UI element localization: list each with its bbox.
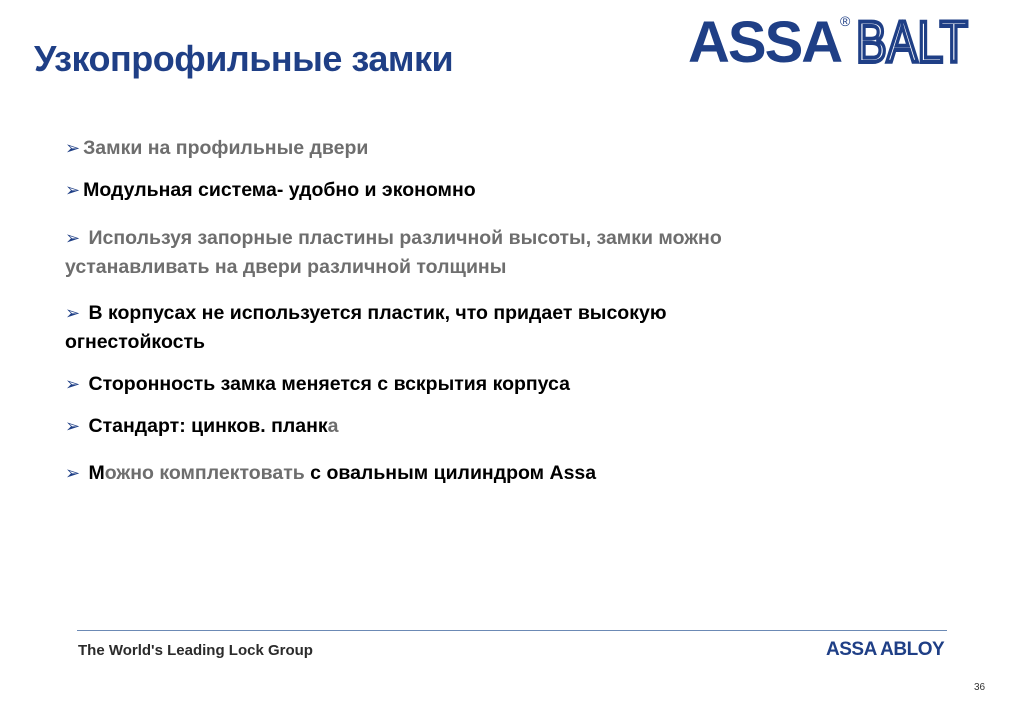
arrowhead-bullet-icon: ➢ (65, 180, 81, 200)
slide-title: Узкопрофильные замки (34, 38, 454, 79)
bullet-text: В корпусах не используется пластик, что придает высокую огнестойкость (65, 302, 667, 353)
page-number: 36 (974, 682, 986, 693)
arrowhead-bullet-icon: ➢ (65, 416, 81, 436)
bullet-item (65, 134, 945, 163)
logo-assa-text: ASSA (688, 10, 842, 75)
bullet-text: Стандарт: цинков. планк (83, 415, 328, 437)
assa-balt-logo (688, 10, 970, 75)
bullet-item (65, 370, 945, 399)
arrowhead-bullet-icon: ➢ (65, 303, 81, 323)
assa-abloy-logo: ASSA ABLOY (826, 639, 945, 660)
bullet-item (65, 224, 865, 282)
logo-balt-text: BALT (856, 10, 968, 75)
bullet-text-end: с овальным цилиндром Assa (304, 462, 597, 484)
logo-reg-mark: ® (840, 13, 851, 29)
bullet-item (65, 459, 945, 488)
arrowhead-bullet-icon: ➢ (65, 374, 81, 394)
bullet-text: Используя запорные пластины различной высоты, замки можно устанавливать на двери различной толщины (65, 227, 722, 278)
arrowhead-bullet-icon: ➢ (65, 228, 81, 248)
bullet-item (65, 412, 945, 441)
bullet-text-grey: ожно комплектовать (104, 462, 305, 484)
bullet-text: Сторонность замка меняется с вскрытия корпуса (83, 373, 570, 395)
arrowhead-bullet-icon: ➢ (65, 463, 81, 483)
bullet-text: Замки на профильные двери (83, 137, 369, 159)
bullet-text: М (83, 462, 105, 484)
bullet-text-suffix: а (327, 415, 339, 437)
bullet-text: Модульная система- удобно и экономно (83, 179, 476, 201)
bullet-item (65, 299, 785, 357)
arrowhead-bullet-icon: ➢ (65, 138, 81, 158)
bullet-item (65, 176, 945, 205)
footer-divider (77, 630, 947, 631)
footer-tagline: The World's Leading Lock Group (78, 642, 313, 659)
